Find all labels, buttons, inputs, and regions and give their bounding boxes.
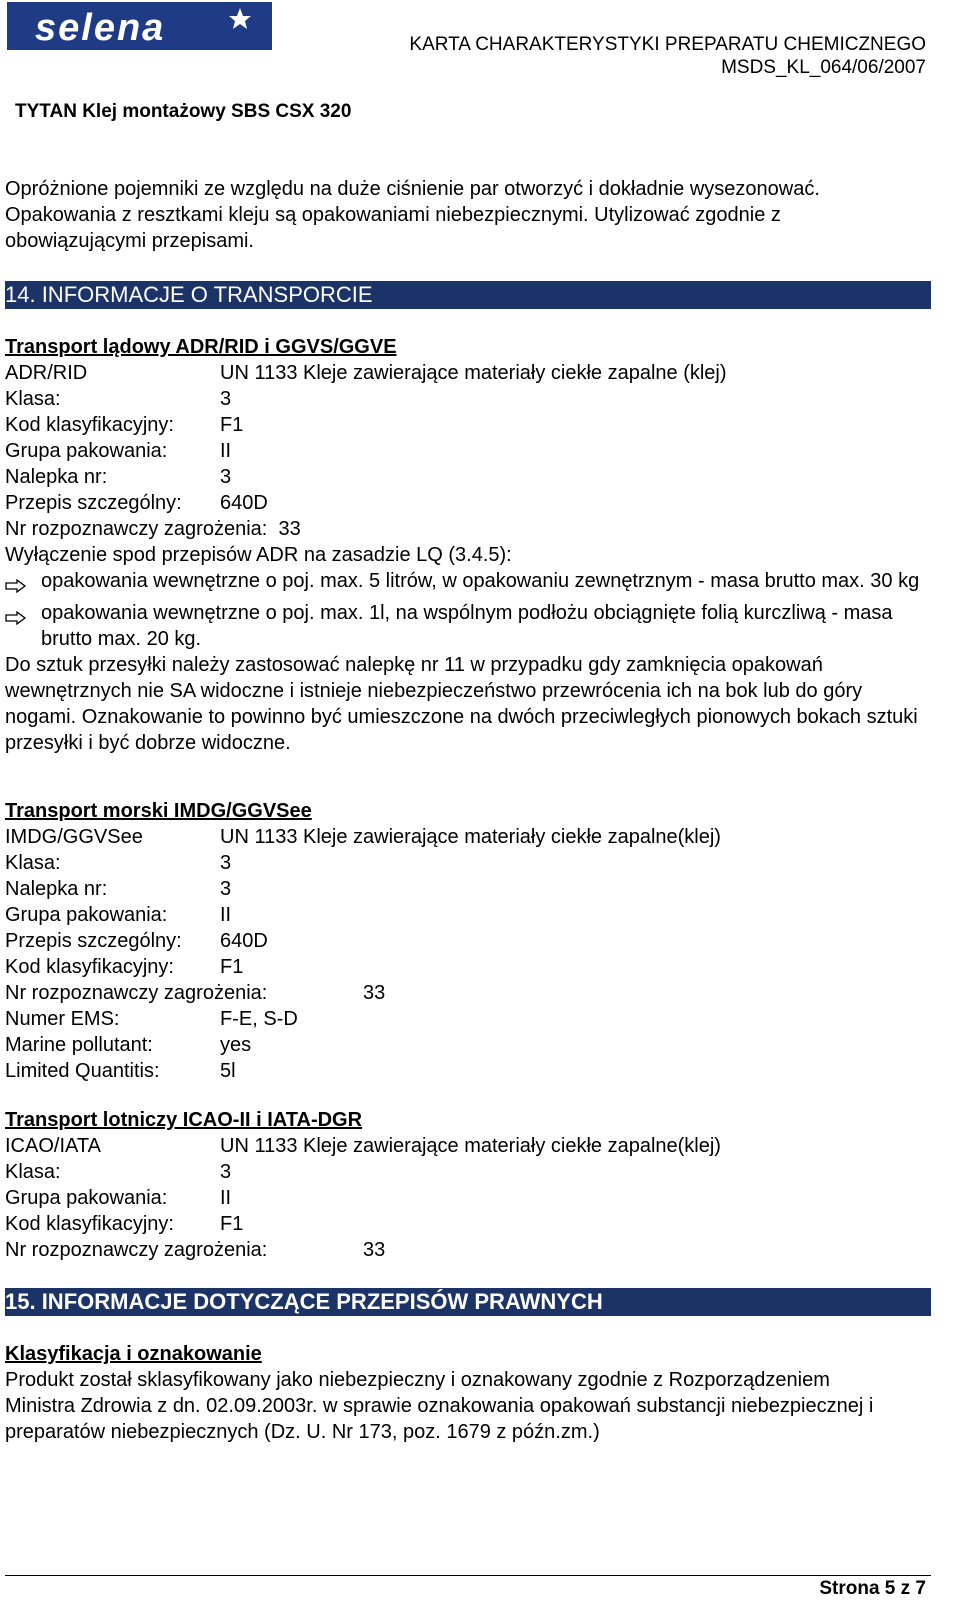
row-value: F1: [220, 956, 244, 978]
air-transport-block: [5, 1107, 931, 1263]
row-label: Nr rozpoznawczy zagrożenia:: [5, 1239, 268, 1261]
row-label: Nalepka nr:: [5, 878, 108, 900]
land-row-code: [5, 412, 931, 438]
row-label: Klasa:: [5, 852, 61, 874]
logo-text: selena: [35, 7, 166, 49]
row-label: Grupa pakowania:: [5, 904, 168, 926]
land-exemption: Wyłączenie spod przepisów ADR na zasadzie LQ (3.4.5):: [5, 544, 512, 566]
row-value: F-E, S-D: [220, 1008, 298, 1030]
list-item: [5, 568, 931, 600]
document-title: KARTA CHARAKTERYSTYKI PREPARATU CHEMICZNEGO: [409, 34, 926, 55]
row-label: ICAO/IATA: [5, 1135, 101, 1157]
hollow-arrow-right-icon: [5, 568, 41, 600]
intro-line-1: Opróżnione pojemniki ze względu na duże ciśnienie par otworzyć i dokładnie wysezonować.: [5, 178, 820, 200]
sea-row: [5, 902, 931, 928]
row-value: 3: [220, 388, 232, 410]
row-value: UN 1133 Kleje zawierające materiały ciekłe zapalne(klej): [220, 1135, 721, 1157]
row-value: F1: [220, 414, 244, 436]
document-header: [409, 33, 926, 79]
air-row: [5, 1159, 931, 1185]
land-transport-heading: Transport lądowy ADR/RID i GGVS/GGVE: [5, 336, 397, 358]
row-value: yes: [220, 1034, 252, 1056]
selena-logo: [7, 2, 272, 50]
air-hazard-row: [5, 1237, 931, 1263]
air-row: [5, 1133, 931, 1159]
row-value: 33: [363, 1239, 386, 1261]
land-hazard-number: Nr rozpoznawczy zagrożenia: 33: [5, 518, 301, 540]
section-15-header: 15. INFORMACJE DOTYCZĄCE PRZEPISÓW PRAWNYCH: [5, 1288, 931, 1316]
row-value: 5l: [220, 1060, 236, 1082]
land-row-label-no: [5, 464, 931, 490]
sea-row: [5, 1006, 931, 1032]
sea-row: [5, 954, 931, 980]
page-number: Strona 5 z 7: [819, 1578, 926, 1599]
bullet-text: opakowania wewnętrzne o poj. max. 1l, na wspólnym podłożu obciągnięte folią kurczliwą - masa brutto max. 20 kg.: [41, 602, 893, 650]
row-label: ADR/RID: [5, 362, 88, 384]
row-value: II: [220, 1187, 232, 1209]
row-label: Marine pollutant:: [5, 1034, 153, 1056]
sea-row: [5, 850, 931, 876]
classification-heading: Klasyfikacja i oznakowanie: [5, 1343, 262, 1365]
sea-hazard-row: [5, 980, 931, 1006]
row-label: Numer EMS:: [5, 1008, 120, 1030]
row-label: Klasa:: [5, 1161, 61, 1183]
list-item: [5, 600, 931, 652]
land-note: Do sztuk przesyłki należy zastosować nalepkę nr 11 w przypadku gdy zamknięcia opakowań wewnętrznych nie SA widoczne i istnieje niebezpieczeństwo przewrócenia ich na bok lub do góry nogami. Oznakowanie to powinno być umieszczone na dwóch przeciwległych pionowych bokach sztuki przesyłki i być dobrze widoczne.: [5, 654, 918, 754]
air-transport-heading: Transport lotniczy ICAO-II i IATA-DGR: [5, 1109, 363, 1131]
regulations-block: [5, 1341, 905, 1445]
intro-text: [5, 176, 820, 254]
row-value: 3: [220, 1161, 232, 1183]
intro-line-3: obowiązującymi przepisami.: [5, 230, 254, 252]
land-row-class: [5, 386, 931, 412]
sea-row: [5, 824, 931, 850]
footer-divider: [5, 1575, 931, 1576]
row-value: II: [220, 904, 232, 926]
hollow-arrow-right-icon: [5, 600, 41, 632]
row-label: Nr rozpoznawczy zagrożenia:: [5, 982, 268, 1004]
selena-logo-graphic: [7, 2, 272, 50]
air-row: [5, 1185, 931, 1211]
row-value: 3: [220, 878, 232, 900]
intro-line-2: Opakowania z resztkami kleju są opakowaniami niebezpiecznymi. Utylizować zgodnie z: [5, 204, 781, 226]
product-name: TYTAN Klej montażowy SBS CSX 320: [15, 101, 352, 122]
row-label: Kod klasyfikacyjny:: [5, 1213, 174, 1235]
row-label: IMDG/GGVSee: [5, 826, 143, 848]
sea-row: [5, 876, 931, 902]
row-value: 3: [220, 466, 232, 488]
row-label: Nalepka nr:: [5, 466, 108, 488]
air-row: [5, 1211, 931, 1237]
section-14-header: 14. INFORMACJE O TRANSPORCIE: [5, 281, 931, 309]
row-value: UN 1133 Kleje zawierające materiały ciekłe zapalne(klej): [220, 826, 721, 848]
sea-transport-block: [5, 798, 931, 1084]
row-value: UN 1133 Kleje zawierające materiały ciekłe zapalne (klej): [220, 362, 727, 384]
classification-text: Produkt został sklasyfikowany jako niebezpieczny i oznakowany zgodnie z Rozporządzeniem Ministra Zdrowia z dn. 02.09.2003r. w sprawie oznakowania opakowań substancji niebezpiecznej i preparatów niebezpiecznych (Dz. U. Nr 173, poz. 1679 z późn.zm.): [5, 1369, 874, 1443]
row-value: F1: [220, 1213, 244, 1235]
sea-transport-heading: Transport morski IMDG/GGVSee: [5, 800, 312, 822]
row-label: Przepis szczególny:: [5, 492, 182, 514]
row-label: Grupa pakowania:: [5, 440, 168, 462]
row-value: 640D: [220, 930, 268, 952]
land-row-special: [5, 490, 931, 516]
row-label: Kod klasyfikacyjny:: [5, 414, 174, 436]
land-row-group: [5, 438, 931, 464]
land-transport-block: [5, 334, 931, 756]
row-label: Limited Quantitis:: [5, 1060, 160, 1082]
document-code: MSDS_KL_064/06/2007: [721, 57, 926, 78]
row-label: Przepis szczególny:: [5, 930, 182, 952]
row-value: 33: [363, 982, 386, 1004]
row-value: II: [220, 440, 232, 462]
row-value: 640D: [220, 492, 268, 514]
row-label: Klasa:: [5, 388, 61, 410]
row-label: Kod klasyfikacyjny:: [5, 956, 174, 978]
sea-row: [5, 1032, 931, 1058]
row-label: Grupa pakowania:: [5, 1187, 168, 1209]
bullet-text: opakowania wewnętrzne o poj. max. 5 litrów, w opakowaniu zewnętrznym - masa brutto max. 30 kg: [41, 570, 920, 592]
land-row-adr: [5, 360, 931, 386]
sea-row: [5, 1058, 931, 1084]
sea-row: [5, 928, 931, 954]
row-value: 3: [220, 852, 232, 874]
